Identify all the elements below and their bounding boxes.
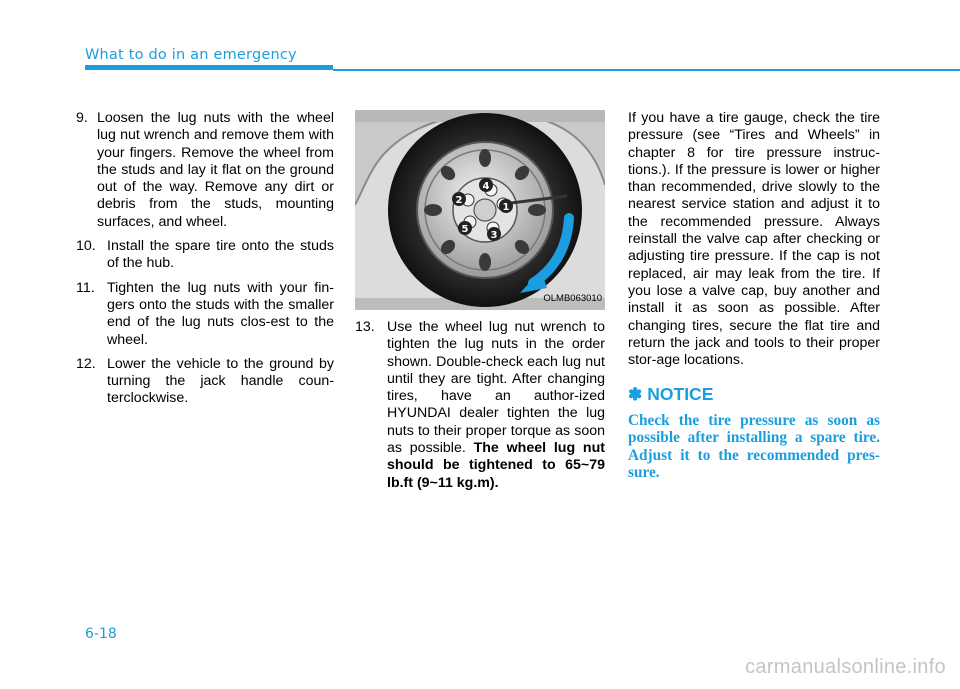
- notice-heading: [628, 386, 880, 403]
- section-title: What to do in an emergency: [85, 47, 297, 63]
- step-text: Lower the vehicle to the ground by turning the jack handle coun-terclockwise.: [107, 355, 334, 407]
- watermark: carmanualsonline.info: [745, 656, 946, 678]
- lug-number-3: 3: [490, 230, 498, 241]
- column-2: [355, 110, 605, 499]
- lug-order-labels: [355, 110, 605, 310]
- figure-code: OLMB063010: [543, 292, 602, 304]
- lug-number-2: 2: [455, 195, 463, 206]
- notice-body: Check the tire pressure as soon as possible after installing a spare tire. Adjust it to the recommended pres-sure.: [628, 411, 880, 482]
- lug-number-5: 5: [461, 224, 469, 235]
- step-number: 13.: [355, 319, 379, 335]
- notice-title: NOTICE: [647, 384, 714, 405]
- step-number: 12.: [76, 355, 100, 372]
- header-rule-thick: [85, 65, 333, 70]
- step-number: 9.: [76, 110, 88, 126]
- column-1: [76, 110, 334, 415]
- step-number: 10.: [76, 238, 100, 255]
- lug-number-1: 1: [502, 202, 510, 213]
- header-rule-thin: [333, 69, 960, 71]
- step-13-bold-text: The wheel lug nut should be tightened to 65~79 lb.ft (9~11 kg.m).: [387, 440, 605, 491]
- step-10: [76, 238, 334, 273]
- tire-gauge-paragraph: If you have a tire gauge, check the tire pressure (see “Tires and Wheels” in chapter 8 for tire pressure instruc-tions.). If the pressure is lower or higher than recommended, drive slowly to the nearest service station and adjust it to the recommended pressure. Always reinstall the valve cap after checking or adjusting tire pressure. If the cap is not replaced, air may leak from the tire. If you lose a valve cap, buy another and install it as soon as possible. After changing tires, secure the flat tire and return the jack and tools to their proper stor-age locations.: [628, 110, 880, 369]
- step-12: [76, 356, 334, 408]
- wheel-figure: [355, 110, 605, 310]
- step-13: [355, 319, 605, 492]
- step-text: Loosen the lug nuts with the wheel lug nut wrench and remove them with your fingers. Remove the wheel from the studs and lay it flat on the ground out of the way. Remove any dirt or debris from the studs, mounting surfaces, and wheel.: [97, 110, 334, 230]
- step-13-text: Use the wheel lug nut wrench to tighten the lug nuts in the order shown. Double-check each lug nut until they are tight. After changing tires, have an author-ized HYUNDAI dealer tighten the lug nuts to their proper torque as soon as possible.: [387, 319, 605, 457]
- step-number: 11.: [76, 279, 99, 296]
- lug-number-4: 4: [482, 181, 490, 192]
- step-text: Install the spare tire onto the studs of the hub.: [107, 238, 334, 272]
- step-text: [387, 319, 605, 492]
- step-9: [76, 110, 334, 231]
- page-number: 6-18: [85, 626, 117, 642]
- step-text: Tighten the lug nuts with your fin-gers onto the studs with the smaller end of the lug nuts clos-est to the wheel.: [107, 279, 334, 348]
- notice-star-icon: ✽: [628, 385, 643, 405]
- column-3: [628, 110, 880, 482]
- step-11: [76, 280, 334, 349]
